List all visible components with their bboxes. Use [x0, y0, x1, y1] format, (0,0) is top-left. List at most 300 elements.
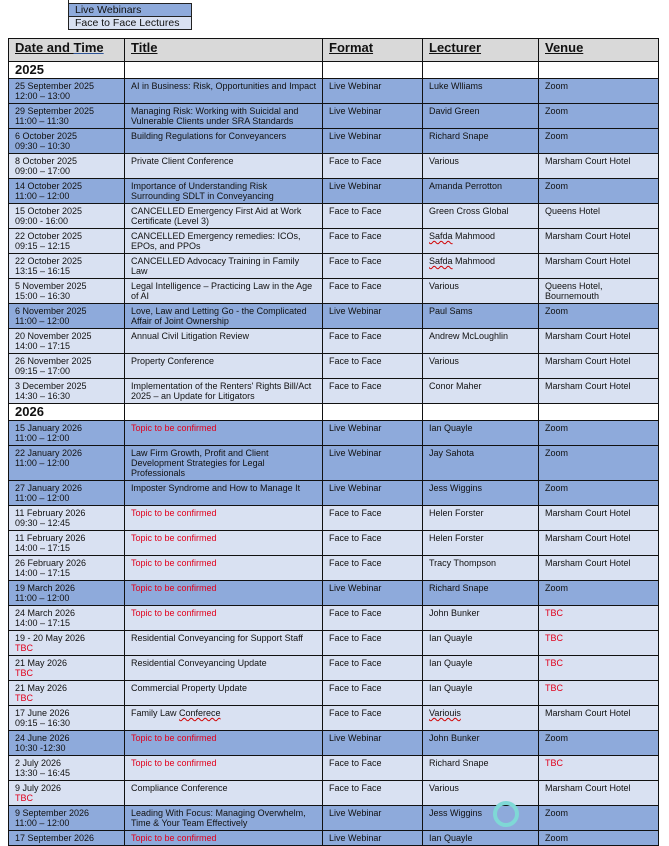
event-lecturer: Richard Snape: [429, 758, 489, 768]
event-title: Law Firm Growth, Profit and Client Development Strategies for Legal Professionals: [131, 448, 269, 478]
date-cell: [9, 681, 125, 706]
title-cell: [125, 656, 323, 681]
venue-cell: Zoom: [539, 421, 659, 446]
event-time: TBC: [15, 793, 33, 803]
event-time: 11:00 – 12:00: [15, 818, 70, 828]
header-venue: Venue: [539, 39, 659, 62]
event-lecturer: Amanda Perrotton: [429, 181, 503, 191]
format-cell: Face to Face: [323, 756, 423, 781]
lecturer-cell: [423, 731, 539, 756]
event-time: 09:15 – 16:30: [15, 718, 71, 728]
date-cell: [9, 154, 125, 179]
event-date: 19 March 2026: [15, 583, 76, 593]
event-time: 09:30 – 10:30: [15, 141, 71, 151]
title-cell: [125, 129, 323, 154]
table-row: [9, 631, 659, 656]
table-row: [9, 179, 659, 204]
table-row: [9, 806, 659, 831]
event-time: 09:15 – 17:00: [15, 366, 71, 376]
event-lecturer: David Green: [429, 106, 480, 116]
table-row: [9, 681, 659, 706]
table-row: [9, 279, 659, 304]
event-title: Implementation of the Renters' Rights Bill/Act 2025 – an Update for Litigators: [131, 381, 312, 401]
event-date: 19 - 20 May 2026: [15, 633, 86, 643]
lecturer-cell: [423, 129, 539, 154]
event-lecturer: Tracy Thompson: [429, 558, 497, 568]
event-date: 20 November 2025: [15, 331, 92, 341]
table-row: [9, 304, 659, 329]
venue-cell: Zoom: [539, 446, 659, 481]
event-title: Leading With Focus: Managing Overwhelm, Time & Your Team Effectively: [131, 808, 306, 828]
venue-cell: TBC: [539, 656, 659, 681]
lecturer-cell: [423, 446, 539, 481]
event-time: 13:15 – 16:15: [15, 266, 71, 276]
event-time: 14:00 – 17:15: [15, 341, 71, 351]
event-date: 26 November 2025: [15, 356, 92, 366]
table-row: [9, 706, 659, 731]
event-time: 11:00 – 12:00: [15, 493, 70, 503]
legend-face-to-face: Face to Face Lectures: [69, 17, 191, 29]
date-cell: [9, 421, 125, 446]
date-cell: [9, 329, 125, 354]
table-row: [9, 606, 659, 631]
event-time: 11:00 – 12:00: [15, 593, 70, 603]
year-label: 2025: [9, 62, 125, 79]
table-row: [9, 781, 659, 806]
table-row: [9, 79, 659, 104]
lecturer-cell: [423, 681, 539, 706]
title-cell: [125, 279, 323, 304]
lecturer-cell: [423, 329, 539, 354]
venue-cell: Marsham Court Hotel: [539, 354, 659, 379]
event-lecturer: Helen Forster: [429, 508, 484, 518]
table-row: [9, 731, 659, 756]
empty-cell: [323, 404, 423, 421]
title-cell: [125, 531, 323, 556]
venue-cell: Marsham Court Hotel: [539, 229, 659, 254]
event-title: Topic to be confirmed: [131, 508, 217, 518]
table-row: [9, 379, 659, 404]
event-lecturer: Richard Snape: [429, 583, 489, 593]
title-cell: Family Law Conferece: [125, 706, 323, 731]
venue-cell: TBC: [539, 681, 659, 706]
title-cell: [125, 154, 323, 179]
event-time: 11:00 – 11:30: [15, 116, 69, 126]
event-time: 14:00 – 17:15: [15, 618, 71, 628]
date-cell: [9, 354, 125, 379]
title-cell: [125, 606, 323, 631]
format-cell: Face to Face: [323, 631, 423, 656]
venue-cell: Zoom: [539, 129, 659, 154]
date-cell: [9, 229, 125, 254]
venue-cell: Marsham Court Hotel: [539, 781, 659, 806]
empty-cell: [125, 62, 323, 79]
event-date: 21 May 2026: [15, 683, 68, 693]
event-date: 22 October 2025: [15, 256, 83, 266]
title-cell: [125, 254, 323, 279]
format-cell: Live Webinar: [323, 179, 423, 204]
title-cell: [125, 781, 323, 806]
venue-cell: TBC: [539, 756, 659, 781]
lecturer-cell: [423, 204, 539, 229]
venue-cell: Marsham Court Hotel: [539, 506, 659, 531]
venue-cell: Marsham Court Hotel: [539, 254, 659, 279]
event-lecturer: Helen Forster: [429, 533, 484, 543]
event-lecturer: Ian Quayle: [429, 658, 473, 668]
date-cell: [9, 379, 125, 404]
venue-cell: Zoom: [539, 806, 659, 831]
event-date: 9 September 2026: [15, 808, 90, 818]
event-time: 15:00 – 16:30: [15, 291, 71, 301]
format-cell: Face to Face: [323, 154, 423, 179]
event-title: Managing Risk: Working with Suicidal and Vulnerable Clients under SRA Standards: [131, 106, 299, 126]
title-cell: [125, 421, 323, 446]
date-cell: [9, 446, 125, 481]
format-cell: Face to Face: [323, 531, 423, 556]
lecturer-cell: Safda Mahmood: [423, 229, 539, 254]
event-title: CANCELLED Emergency remedies: ICOs, EPOs, and PPOs: [131, 231, 301, 251]
event-time: 14:00 – 17:15: [15, 568, 71, 578]
table-row: [9, 446, 659, 481]
title-cell: [125, 329, 323, 354]
event-date: 24 June 2026: [15, 733, 70, 743]
format-cell: Face to Face: [323, 329, 423, 354]
format-cell: Live Webinar: [323, 581, 423, 606]
event-date: 6 October 2025: [15, 131, 78, 141]
header-date-time: Date and Time: [9, 39, 125, 62]
event-date: 25 September 2025: [15, 81, 95, 91]
table-row: [9, 104, 659, 129]
lecturer-cell: Safda Mahmood: [423, 254, 539, 279]
event-title: Topic to be confirmed: [131, 733, 217, 743]
event-lecturer: Various: [429, 281, 459, 291]
header-format: Format: [323, 39, 423, 62]
format-cell: Face to Face: [323, 354, 423, 379]
date-cell: [9, 556, 125, 581]
format-cell: Face to Face: [323, 506, 423, 531]
event-title: Compliance Conference: [131, 783, 228, 793]
venue-cell: Queens Hotel, Bournemouth: [539, 279, 659, 304]
event-title: Legal Intelligence – Practicing Law in the Age of AI: [131, 281, 313, 301]
venue-cell: TBC: [539, 631, 659, 656]
title-cell: [125, 631, 323, 656]
lecturer-cell: [423, 606, 539, 631]
title-cell: [125, 446, 323, 481]
table-row: [9, 481, 659, 506]
format-cell: Live Webinar: [323, 446, 423, 481]
lecturer-cell: [423, 179, 539, 204]
legend-live-webinars: Live Webinars: [69, 3, 191, 17]
lecturer-cell: [423, 79, 539, 104]
venue-cell: Zoom: [539, 104, 659, 129]
event-date: 29 September 2025: [15, 106, 95, 116]
event-date: 15 October 2025: [15, 206, 83, 216]
event-title: Topic to be confirmed: [131, 758, 217, 768]
lecturer-cell: [423, 706, 539, 731]
date-cell: [9, 304, 125, 329]
lecturer-cell: [423, 279, 539, 304]
table-row: [9, 656, 659, 681]
event-lecturer: John Bunker: [429, 733, 480, 743]
event-lecturer: Ian Quayle: [429, 683, 473, 693]
lecturer-cell: [423, 154, 539, 179]
lecturer-cell: [423, 631, 539, 656]
date-cell: [9, 731, 125, 756]
event-title: Topic to be confirmed: [131, 423, 217, 433]
lecturer-cell: [423, 806, 539, 831]
lecturer-cell: [423, 531, 539, 556]
format-cell: Live Webinar: [323, 481, 423, 506]
event-date: 22 January 2026: [15, 448, 83, 458]
header-lecturer: Lecturer: [423, 39, 539, 62]
venue-cell: Marsham Court Hotel: [539, 154, 659, 179]
event-lecturer: Green Cross Global: [429, 206, 509, 216]
table-row: [9, 831, 659, 846]
event-lecturer: Luke Wlliams: [429, 81, 483, 91]
date-cell: [9, 756, 125, 781]
date-cell: [9, 506, 125, 531]
event-lecturer: Ian Quayle: [429, 423, 473, 433]
event-title: Property Conference: [131, 356, 215, 366]
empty-cell: [323, 62, 423, 79]
format-cell: Face to Face: [323, 229, 423, 254]
event-date: 9 July 2026: [15, 783, 62, 793]
format-cell: Live Webinar: [323, 304, 423, 329]
date-cell: [9, 606, 125, 631]
format-cell: Face to Face: [323, 706, 423, 731]
lecturer-cell: [423, 581, 539, 606]
event-time: 11:00 – 12:00: [15, 458, 70, 468]
event-lecturer: Various: [429, 783, 459, 793]
date-cell: [9, 104, 125, 129]
event-date: 22 October 2025: [15, 231, 83, 241]
event-date: 26 February 2026: [15, 558, 87, 568]
table-header-row: [9, 39, 659, 62]
venue-cell: Zoom: [539, 731, 659, 756]
venue-cell: Zoom: [539, 581, 659, 606]
header-title: Title: [125, 39, 323, 62]
table-row: [9, 556, 659, 581]
event-time: TBC: [15, 643, 33, 653]
event-time: 09:15 – 12:15: [15, 241, 71, 251]
format-cell: Live Webinar: [323, 421, 423, 446]
event-title: Importance of Understanding Risk Surrounding SDLT in Conveyancing: [131, 181, 274, 201]
empty-cell: [423, 404, 539, 421]
event-lecturer: Ian Quayle: [429, 633, 473, 643]
table-row: [9, 581, 659, 606]
table-row: [9, 531, 659, 556]
event-lecturer: Paul Sams: [429, 306, 473, 316]
title-cell: [125, 581, 323, 606]
format-cell: Live Webinar: [323, 79, 423, 104]
event-date: 21 May 2026: [15, 658, 68, 668]
format-cell: Face to Face: [323, 681, 423, 706]
event-time: 13:30 – 16:45: [15, 768, 71, 778]
title-cell: [125, 179, 323, 204]
title-cell: [125, 681, 323, 706]
event-date: 3 December 2025: [15, 381, 87, 391]
year-row: [9, 62, 659, 79]
lecturer-cell: [423, 104, 539, 129]
date-cell: [9, 581, 125, 606]
title-cell: [125, 229, 323, 254]
date-cell: [9, 279, 125, 304]
venue-cell: Zoom: [539, 79, 659, 104]
venue-cell: Zoom: [539, 481, 659, 506]
format-cell: Live Webinar: [323, 104, 423, 129]
event-lecturer: Jess Wiggins: [429, 483, 483, 493]
event-title: CANCELLED Advocacy Training in Family Law: [131, 256, 300, 276]
lecturer-cell: [423, 481, 539, 506]
format-cell: Face to Face: [323, 204, 423, 229]
spellcheck-mark: Conferece: [179, 708, 221, 718]
title-cell: [125, 481, 323, 506]
event-time: 09:30 – 12:45: [15, 518, 71, 528]
format-cell: Live Webinar: [323, 129, 423, 154]
event-date: 11 February 2026: [15, 508, 86, 518]
title-cell: [125, 354, 323, 379]
date-cell: [9, 656, 125, 681]
empty-cell: [539, 62, 659, 79]
format-cell: Live Webinar: [323, 831, 423, 846]
title-cell: [125, 731, 323, 756]
lecturer-cell: [423, 831, 539, 846]
date-cell: [9, 79, 125, 104]
date-cell: [9, 781, 125, 806]
date-cell: [9, 204, 125, 229]
event-time: 11:00 – 12:00: [15, 433, 70, 443]
event-title: AI in Business: Risk, Opportunities and Impact: [131, 81, 317, 91]
event-lecturer: John Bunker: [429, 608, 480, 618]
spellcheck-mark: Safda: [429, 231, 453, 241]
venue-cell: Marsham Court Hotel: [539, 706, 659, 731]
venue-cell: Marsham Court Hotel: [539, 329, 659, 354]
date-cell: [9, 831, 125, 846]
event-time: 14:00 – 17:15: [15, 543, 71, 553]
table-row: [9, 204, 659, 229]
event-title: Residential Conveyancing Update: [131, 658, 267, 668]
date-cell: [9, 129, 125, 154]
venue-cell: Marsham Court Hotel: [539, 379, 659, 404]
event-title: Topic to be confirmed: [131, 583, 217, 593]
event-time: TBC: [15, 693, 33, 703]
event-date: 5 November 2025: [15, 281, 87, 291]
event-lecturer: Richard Snape: [429, 131, 489, 141]
lecturer-cell: [423, 756, 539, 781]
title-cell: [125, 756, 323, 781]
event-lecturer: Andrew McLoughlin: [429, 331, 509, 341]
date-cell: [9, 254, 125, 279]
event-lecturer: Variouis: [429, 708, 461, 718]
table-row: [9, 354, 659, 379]
venue-cell: Marsham Court Hotel: [539, 531, 659, 556]
year-label: 2026: [9, 404, 125, 421]
format-cell: Face to Face: [323, 279, 423, 304]
date-cell: [9, 179, 125, 204]
event-title: Topic to be confirmed: [131, 558, 217, 568]
title-cell: [125, 806, 323, 831]
format-cell: Face to Face: [323, 781, 423, 806]
venue-cell: Queens Hotel: [539, 204, 659, 229]
year-row: [9, 404, 659, 421]
venue-cell: TBC: [539, 606, 659, 631]
lecturer-cell: [423, 354, 539, 379]
format-cell: Face to Face: [323, 379, 423, 404]
table-row: [9, 154, 659, 179]
decorative-circle-icon: [493, 801, 519, 827]
event-title: Annual Civil Litigation Review: [131, 331, 250, 341]
event-time: 11:00 – 12:00: [15, 316, 70, 326]
title-cell: [125, 831, 323, 846]
title-cell: [125, 104, 323, 129]
event-title: Private Client Conference: [131, 156, 234, 166]
lecturer-cell: [423, 421, 539, 446]
event-date: 11 February 2026: [15, 533, 86, 543]
date-cell: [9, 531, 125, 556]
event-time: 09:00 - 16:00: [15, 216, 69, 226]
event-time: TBC: [15, 668, 33, 678]
date-cell: [9, 706, 125, 731]
table-row: [9, 254, 659, 279]
event-title: Commercial Property Update: [131, 683, 248, 693]
venue-cell: Marsham Court Hotel: [539, 556, 659, 581]
lecturer-cell: [423, 656, 539, 681]
empty-cell: [125, 404, 323, 421]
lecturer-cell: [423, 556, 539, 581]
event-lecturer: Ian Quayle: [429, 833, 473, 843]
venue-cell: Zoom: [539, 831, 659, 846]
event-lecturer: Various: [429, 356, 459, 366]
format-cell: Face to Face: [323, 656, 423, 681]
event-lecturer: Jay Sahota: [429, 448, 475, 458]
event-date: 17 June 2026: [15, 708, 70, 718]
title-cell: [125, 556, 323, 581]
table-row: [9, 421, 659, 446]
event-date: 17 September 2026: [15, 833, 95, 843]
event-time: 14:30 – 16:30: [15, 391, 71, 401]
lecturer-cell: [423, 379, 539, 404]
event-lecturer: Jess Wiggins: [429, 808, 483, 818]
format-cell: Live Webinar: [323, 806, 423, 831]
event-date: 27 January 2026: [15, 483, 83, 493]
event-title: Residential Conveyancing for Support Staff: [131, 633, 303, 643]
title-cell: [125, 79, 323, 104]
empty-cell: [423, 62, 539, 79]
lecturer-cell: [423, 506, 539, 531]
event-date: 15 January 2026: [15, 423, 83, 433]
event-title: Topic to be confirmed: [131, 608, 217, 618]
table-row: [9, 129, 659, 154]
lecturer-cell: [423, 304, 539, 329]
table-row: [9, 506, 659, 531]
event-date: 14 October 2025: [15, 181, 83, 191]
events-table: [8, 38, 659, 846]
spellcheck-mark: Safda: [429, 256, 453, 266]
date-cell: [9, 481, 125, 506]
title-cell: [125, 204, 323, 229]
event-time: 12:00 – 13:00: [15, 91, 71, 101]
table-row: [9, 229, 659, 254]
event-date: 2 July 2026: [15, 758, 62, 768]
title-cell: [125, 506, 323, 531]
event-time: 11:00 – 12:00: [15, 191, 70, 201]
lecturer-cell: [423, 781, 539, 806]
table-row: [9, 756, 659, 781]
format-cell: Live Webinar: [323, 731, 423, 756]
format-cell: Face to Face: [323, 254, 423, 279]
title-cell: [125, 379, 323, 404]
color-legend: [68, 3, 192, 30]
